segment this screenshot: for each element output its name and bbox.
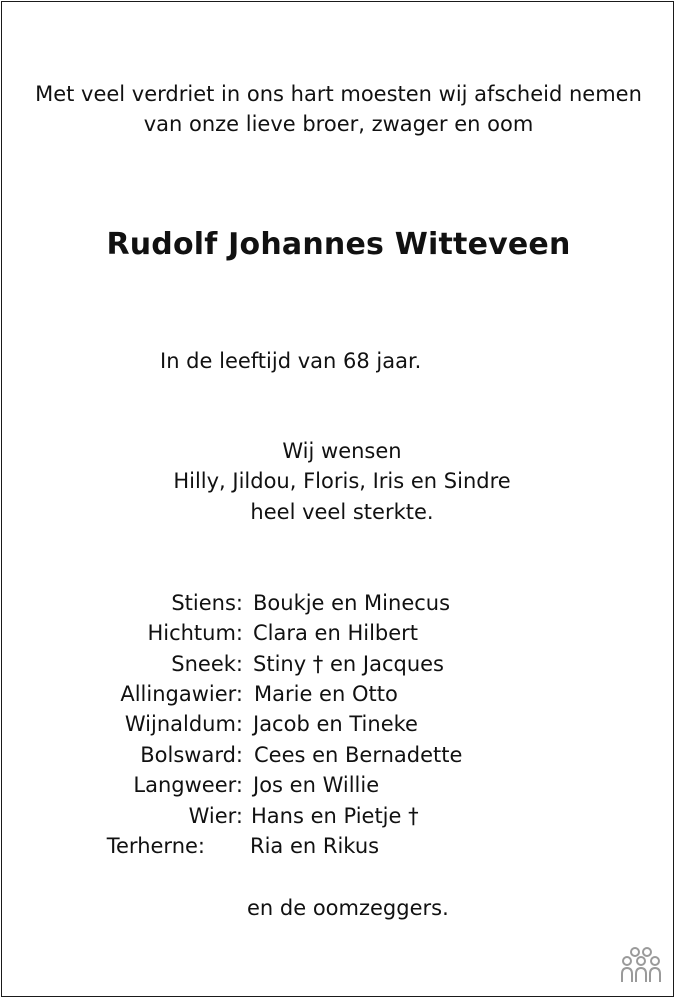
family-people: Clara en Hilbert	[253, 621, 419, 645]
family-people: Boukje en Minecus	[253, 591, 451, 615]
family-people: Stiny † en Jacques	[253, 652, 444, 676]
family-people: Cees en Bernadette	[254, 743, 463, 767]
intro-line-1: Met veel verdriet in ons hart moesten wij afscheid nemen	[35, 82, 642, 106]
family-people: Jacob en Tineke	[253, 712, 418, 736]
wish-line-2: Hilly, Jildou, Floris, Iris en Sindre	[173, 469, 511, 493]
age-line: In de leeftijd van 68 jaar.	[160, 349, 422, 373]
wish-line-3: heel veel sterkte.	[250, 500, 434, 524]
family-place: Sneek:	[171, 652, 243, 676]
family-place: Langweer:	[133, 773, 243, 797]
family-place: Hichtum:	[147, 621, 243, 645]
deceased-name: Rudolf Johannes Witteveen	[106, 227, 571, 262]
closing-line: en de oomzeggers.	[247, 896, 449, 920]
family-people: Ria en Rikus	[250, 834, 380, 858]
obituary-card	[1, 1, 674, 997]
family-place: Terherne:	[106, 834, 205, 858]
people-group-icon	[619, 946, 663, 986]
wish-line-1: Wij wensen	[282, 439, 402, 463]
family-people: Jos en Willie	[253, 773, 380, 797]
family-people: Hans en Pietje †	[251, 804, 419, 828]
intro-line-2: van onze lieve broer, zwager en oom	[143, 112, 534, 136]
family-place: Wijnaldum:	[124, 712, 243, 736]
family-people: Marie en Otto	[254, 682, 398, 706]
family-place: Wier:	[188, 804, 243, 828]
family-place: Bolsward:	[140, 743, 243, 767]
family-place: Allingawier:	[120, 682, 243, 706]
family-place: Stiens:	[171, 591, 243, 615]
